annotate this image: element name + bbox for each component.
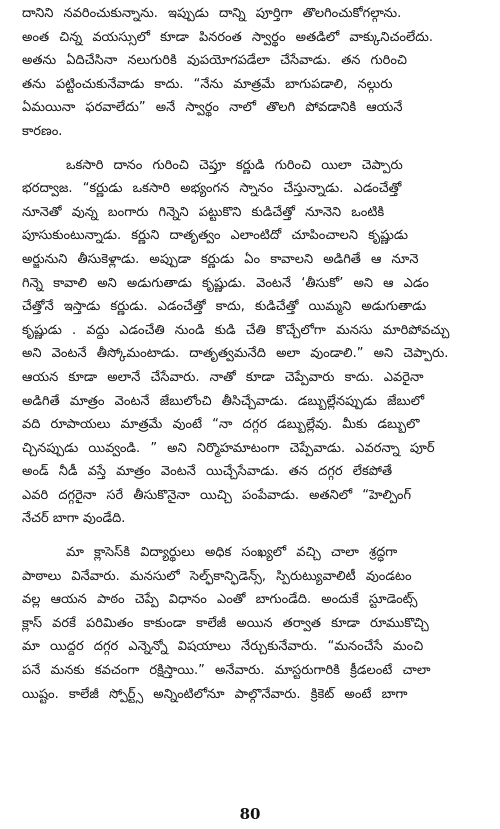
text-line: పూసుకుంటున్నాడు. కర్ణుని దాతృత్వం ఎలాంటిదో చూపించాలని కృష్ణుడు (22, 228, 409, 244)
text-line: దానిని నవరించుకున్నాను. ఇప్పుడు దాన్ని పూర్తిగా తొలగించుకోగల్గాను. (22, 6, 402, 21)
book-page (22, 2, 484, 802)
text-line: ఒకసారి దానం గురించి చెప్తూ కర్ణుడి గురించి యిలా చెప్పారు (66, 157, 403, 173)
paragraph (22, 154, 484, 532)
text-line: ఆయన కూడా అలానే చేసేవారు. నాతో కూడా చెప్పేవారు కాదు. ఎవరైనా (22, 369, 424, 385)
paragraph-gap (22, 144, 484, 154)
text-line: మా యిద్దర దగ్గర ఎన్నెన్నో విషయాలు నేర్చుకునేవారు. “మనంచేసే మంచి (22, 639, 424, 655)
text-line: కృష్ణుడు . వద్దు ఎడంచేతి నుండి కుడి చేతి కొచ్చేలోగా మనసు మారిపోవచ్చు (22, 322, 450, 338)
text-line: అని వెంటనే తీస్కోమంటాడు. దాతృత్వమనేది అలా వుండాలి.” అని చెప్పారు. (22, 346, 449, 362)
text-line: గిన్నె కావాలి అని అడుగుతాడు కృష్ణుడు. వెంటనే ‘తీసుకో’ అని ఆ ఎడం (22, 275, 429, 291)
text-line: అండ్ నీడీ వస్తే మాత్రం వెంటనే యిచ్చేసేవాడు. తన దగ్గర లేకపోతే (22, 464, 393, 480)
text-line: అంత చిన్న వయస్సులో కూడా పినరంత స్వార్థం అతడిలో వాక్కునిచంలేదు. (22, 29, 434, 45)
text-line: చేత్తోనే ఇస్తాడు కర్ణుడు. ఎడంచేత్తో కాదు, కుడిచేత్తో యిమ్మని అడుగుతాడు (22, 299, 427, 315)
text-line: మా క్లాసెస్‌కి విద్యార్థులు అధిక సంఖ్యలో వచ్చి చాలా శ్రద్ధగా (66, 545, 398, 561)
text-line: చ్చినప్పుడు యివ్వండి. ” అని నిర్మొహమాటంగా చెప్పేవాడు. ఎవరన్నా పూర్ (22, 440, 435, 456)
text-line: భరద్వాజ. “కర్ణుడు ఒకసారి అభ్యంగన స్నానం చేస్తున్నాడు. ఎడంచేత్తో (22, 181, 402, 197)
paragraph (22, 2, 484, 144)
paragraph (22, 541, 484, 706)
text-line: వది రూపాయలు మాత్రమే వుంటే “నా దగ్గర డబ్బుల్లేవు. మీకు డబ్బులొ (22, 417, 420, 433)
text-line: పనే మనకు కవచంగా రక్షిస్తాయి.” అనేవారు. మాస్టరుగారికి క్రీడలంటే చాలా (22, 663, 431, 679)
paragraph-gap (22, 531, 484, 541)
text-line: క్లాస్ వరకే పరిమితం కాకుండా కాలేజీ అయిన తర్వాత కూడా రూముకొచ్చి (22, 615, 429, 631)
text-line: యిష్టం. కాలేజీ స్పోర్ట్స్ అన్నింటిలోనూ పాల్గొనేవారు. క్రికెట్ అంటే బాగా (22, 686, 408, 702)
text-line: వల్ల ఆయన పాఠం చెప్పే విధానం ఎంతో బాగుండేది. అందుకే స్టూడెంట్స్ (22, 592, 418, 608)
page-number: 80 (239, 805, 261, 823)
text-line: ఏమయినా ఫరవాలేదు” అనే స్వార్థం నాలో తొలగి పోవడానికి ఆయనే (22, 100, 403, 116)
text-line: తను పట్టించుకునేవాడు కాదు. “నేను మాత్రమే బాగుపడాలి, నల్గురు (22, 76, 393, 92)
text-line: అర్జునుని తీసుకెళ్లాడు. అప్పుడా కర్ణుడు ఏం కావాలని అడిగితే ఆ నూనె (22, 251, 419, 267)
text-line: కారణం. (22, 123, 63, 139)
text-line: నూనెతో వున్న బంగారు గిన్నెని పట్టుకొని కుడిచేత్తో నూనెని ఒంటికి (22, 204, 385, 220)
text-line: నేచర్ బాగా వుండేది. (22, 511, 126, 527)
text-line: ఎవరి దగ్గరైనా సరే తీసుకొనైనా యిచ్చి పంపేవాడు. అతనిలో “హెల్పింగ్ (22, 487, 412, 503)
text-line: అతను ఏదిచేసినా నలుగురికి వుపయోగపడేలా చేసేవాడు. తన గురించి (22, 53, 407, 69)
text-line: అడిగితే మాత్రం వెంటనే జేబులోంచి తీసిచ్చేవాడు. డబ్బుల్లేనప్పుడు జేబులో (22, 393, 425, 409)
text-line: పాఠాలు వినేవారు. మనసులో సెల్ఫ్‌కాన్ఫిడెన్స్, స్పిరుట్యువాలిటీ వుండటం (22, 568, 412, 584)
